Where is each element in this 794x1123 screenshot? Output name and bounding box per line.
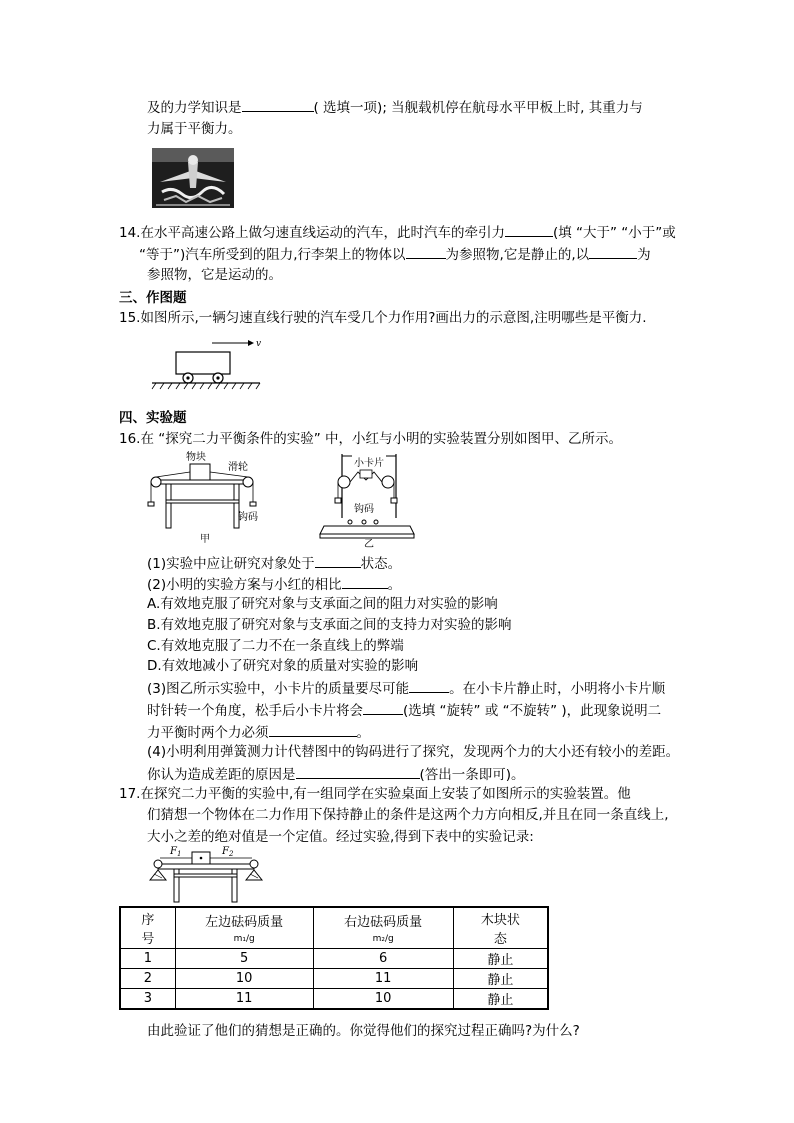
cell-state: 静止 bbox=[453, 989, 548, 1010]
q14-text-d: 为参照物,它是静止的,以 bbox=[445, 247, 590, 263]
q16-blank-4[interactable] bbox=[363, 700, 403, 715]
q17-apparatus-figure bbox=[146, 844, 266, 904]
q17-line2: 们猜想一个物体在二力作用下保持静止的条件是这两个力方向相反,并且在同一条直线上, bbox=[147, 807, 669, 823]
q16-blank-5[interactable] bbox=[269, 722, 357, 737]
velocity-label: v bbox=[256, 339, 262, 349]
q16-option-b: B.有效地克服了研究对象与支承面之间的支持力对实验的影响 bbox=[147, 617, 512, 633]
label-weights-yi: 钩码 bbox=[354, 504, 374, 515]
q16-p3-text-d: (选填 “旋转” 或 “不旋转” )，此现象说明二 bbox=[403, 703, 662, 719]
q16-p1-text-b: 状态。 bbox=[360, 556, 402, 572]
q16-p4-text-b: (答出一条即可)。 bbox=[419, 767, 525, 783]
q16-p3-text-b: 。在小卡片静止时，小明将小卡片顺 bbox=[449, 681, 666, 697]
q16-option-c: C.有效地克服了二力不在一条直线上的弊端 bbox=[147, 638, 404, 654]
q16-p3-line1 bbox=[147, 678, 665, 698]
q13-text-b: ( 选填一项); 当舰载机停在航母水平甲板上时, 其重力与 bbox=[313, 100, 643, 116]
apparatus-jia-figure bbox=[140, 450, 270, 546]
q17-line1: 17.在探究二力平衡的实验中,有一组同学在实验桌面上安装了如图所示的实验装置。他 bbox=[119, 786, 631, 802]
q13-blank[interactable] bbox=[242, 97, 314, 112]
q16-p1 bbox=[147, 553, 401, 573]
cell-m2: 6 bbox=[313, 949, 453, 969]
q16-p3-line3 bbox=[147, 722, 370, 742]
caption-yi: 乙 bbox=[364, 539, 374, 548]
cell-no: 3 bbox=[120, 989, 175, 1010]
cell-no: 1 bbox=[120, 949, 175, 969]
cell-state: 静止 bbox=[453, 949, 548, 969]
q16-blank-6[interactable] bbox=[296, 764, 420, 779]
section-4-title: 四、实验题 bbox=[119, 410, 187, 426]
q17-line3: 大小之差的绝对值是一个定值。经过实验,得到下表中的实验记录: bbox=[147, 829, 534, 845]
cell-m2: 11 bbox=[313, 969, 453, 989]
q16-intro: 16.在 “探究二力平衡条件的实验” 中，小红与小明的实验装置分别如图甲、乙所示。 bbox=[119, 431, 623, 447]
q14-blank-3[interactable] bbox=[589, 244, 637, 259]
q14-line1 bbox=[119, 222, 676, 242]
q15-text: 15.如图所示,一辆匀速直线行驶的汽车受几个力作用?画出力的示意图,注明哪些是平衡力. bbox=[119, 310, 647, 326]
header-block-state: 木块状 态 bbox=[453, 907, 548, 949]
q14-text-e: 为 bbox=[637, 247, 651, 263]
cell-m1: 5 bbox=[175, 949, 313, 969]
q16-p3-text-e: 力平衡时两个力必须 bbox=[147, 725, 269, 741]
q13-text-a: 及的力学知识是 bbox=[147, 100, 242, 116]
caption-jia: 甲 bbox=[200, 534, 210, 545]
q14-line2 bbox=[139, 244, 651, 264]
q16-blank-2[interactable] bbox=[342, 574, 388, 589]
section-3-title: 三、作图题 bbox=[119, 290, 187, 306]
label-pulley: 滑轮 bbox=[228, 462, 248, 473]
q13-line2: 力属于平衡力。 bbox=[147, 121, 242, 137]
force-f2-label: $F_2$ bbox=[222, 846, 234, 858]
q17-conclusion: 由此验证了他们的猜想是正确的。你觉得他们的探究过程正确吗?为什么? bbox=[147, 1023, 580, 1039]
header-left-mass: 左边砝码质量 m₁/g bbox=[175, 907, 313, 949]
q16-p3-text-a: (3)图乙所示实验中，小卡片的质量要尽可能 bbox=[147, 681, 410, 697]
q14-text-b: (填 “大于” “小于”或 bbox=[552, 225, 676, 241]
q16-option-d: D.有效地减小了研究对象的质量对实验的影响 bbox=[147, 658, 419, 674]
cell-m2: 10 bbox=[313, 989, 453, 1010]
label-card: 小卡片 bbox=[354, 458, 384, 469]
header-right-mass: 右边砝码质量 m₂/g bbox=[313, 907, 453, 949]
q13-line1 bbox=[147, 97, 643, 117]
table-header-row bbox=[120, 907, 548, 949]
carrier-aircraft-photo bbox=[152, 148, 234, 208]
q16-blank-3[interactable] bbox=[409, 678, 449, 693]
q14-line3: 参照物，它是运动的。 bbox=[147, 267, 282, 283]
q16-p3-text-c: 时针转一个角度，松手后小卡片将会 bbox=[147, 703, 363, 719]
label-block: 物块 bbox=[186, 452, 206, 463]
table-row bbox=[120, 989, 548, 1010]
q14-blank-1[interactable] bbox=[505, 222, 553, 237]
q16-p1-text-a: (1)实验中应让研究对象处于 bbox=[147, 556, 315, 572]
q16-blank-1[interactable] bbox=[315, 553, 361, 568]
q14-blank-2[interactable] bbox=[406, 244, 446, 259]
q16-p2 bbox=[147, 574, 401, 594]
label-weights-jia: 钩码 bbox=[238, 512, 258, 523]
q16-p2-text-a: (2)小明的实验方案与小红的相比 bbox=[147, 577, 342, 593]
cell-no: 2 bbox=[120, 969, 175, 989]
cell-m1: 10 bbox=[175, 969, 313, 989]
q16-p4-text-a: 你认为造成差距的原因是 bbox=[147, 767, 296, 783]
car-figure bbox=[150, 336, 270, 392]
q16-p3-text-f: 。 bbox=[356, 725, 370, 741]
experiment-record-table bbox=[119, 906, 549, 1010]
apparatus-yi-figure bbox=[318, 446, 418, 548]
q16-p3-line2 bbox=[147, 700, 661, 720]
q16-p4-line2 bbox=[147, 764, 525, 784]
q14-text-a: 14.在水平高速公路上做匀速直线运动的汽车，此时汽车的牵引力 bbox=[119, 225, 505, 241]
q14-text-c: “等于”)汽车所受到的阻力,行李架上的物体以 bbox=[139, 247, 406, 263]
cell-m1: 11 bbox=[175, 989, 313, 1010]
table-row bbox=[120, 969, 548, 989]
q16-p4-line1: (4)小明利用弹簧测力计代替图中的钩码进行了探究，发现两个力的大小还有较小的差距。 bbox=[147, 744, 680, 760]
force-f1-label: $F_1$ bbox=[170, 846, 182, 858]
header-no: 序 号 bbox=[120, 907, 175, 949]
table-row bbox=[120, 949, 548, 969]
q16-p2-text-b: 。 bbox=[387, 577, 402, 593]
cell-state: 静止 bbox=[453, 969, 548, 989]
q16-option-a: A.有效地克服了研究对象与支承面之间的阻力对实验的影响 bbox=[147, 596, 498, 612]
